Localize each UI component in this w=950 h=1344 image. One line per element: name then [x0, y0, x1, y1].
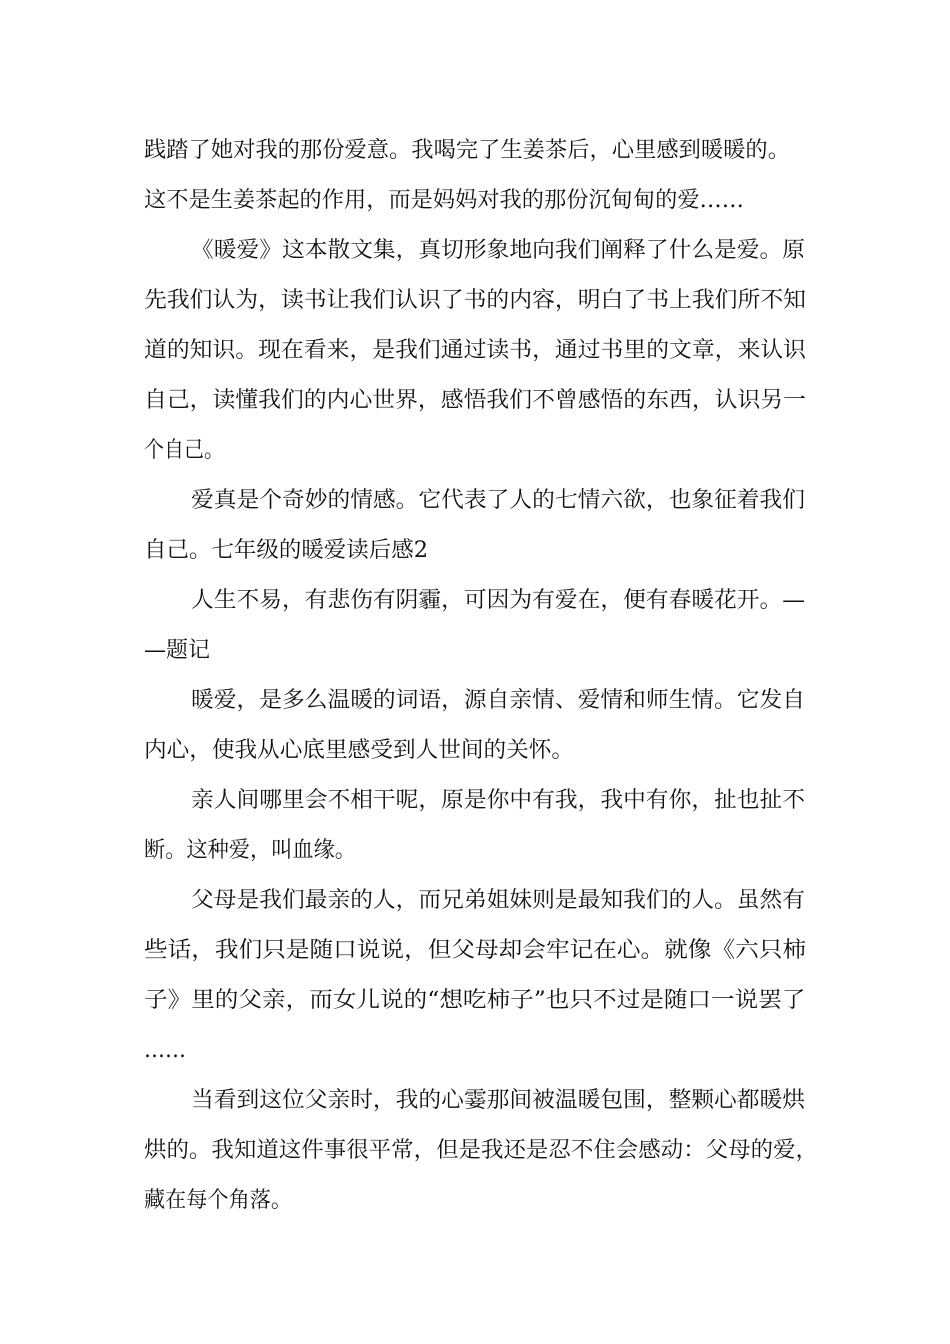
text-line: 子》里的父亲，而女儿说的“想吃柿子”也只不过是随口一说罢了 — [144, 988, 806, 1013]
text-line: —题记 — [144, 638, 211, 663]
text-line: 断。这种爱，叫血缘。 — [144, 838, 357, 863]
text-line: 藏在每个角落。 — [144, 1188, 293, 1213]
text-line: 些话，我们只是随口说说，但父母却会牢记在心。就像《六只柿 — [144, 938, 807, 963]
text-line: 父母是我们最亲的人，而兄弟姐妹则是最知我们的人。虽然有 — [191, 888, 806, 913]
text-line: 这不是生姜茶起的作用，而是妈妈对我的那份沉甸甸的爱…… — [144, 188, 745, 213]
text-line: 《暖爱》这本散文集，真切形象地向我们阐释了什么是爱。原 — [191, 238, 806, 263]
text-line: 自己。七年级的暖爱读后感2 — [144, 538, 429, 563]
text-line: 暖爱，是多么温暖的词语，源自亲情、爱情和师生情。它发自 — [191, 688, 806, 713]
text-line: …… — [144, 1038, 186, 1063]
text-line: 烘的。我知道这件事很平常，但是我还是忍不住会感动：父母的爱， — [144, 1138, 819, 1163]
text-line: 道的知识。现在看来，是我们通过读书，通过书里的文章，来认识 — [144, 338, 807, 363]
text-line: 人生不易，有悲伤有阴霾，可因为有爱在，便有春暖花开。— — [191, 588, 806, 613]
text-line: 内心，使我从心底里感受到人世间的关怀。 — [144, 738, 575, 763]
text-line: 爱真是个奇妙的情感。它代表了人的七情六欲，也象征着我们 — [191, 488, 806, 513]
text-line: 先我们认为，读书让我们认识了书的内容，明白了书上我们所不知 — [144, 288, 807, 313]
text-line: 个自己。 — [144, 438, 225, 463]
text-line: 亲人间哪里会不相干呢，原是你中有我，我中有你，扯也扯不 — [191, 788, 806, 813]
text-line: 自己，读懂我们的内心世界，感悟我们不曾感悟的东西，认识另一 — [144, 388, 807, 413]
text-line: 践踏了她对我的那份爱意。我喝完了生姜茶后，心里感到暖暖的。 — [144, 138, 790, 163]
text-line: 当看到这位父亲时，我的心霎那间被温暖包围，整颗心都暖烘 — [191, 1088, 806, 1113]
